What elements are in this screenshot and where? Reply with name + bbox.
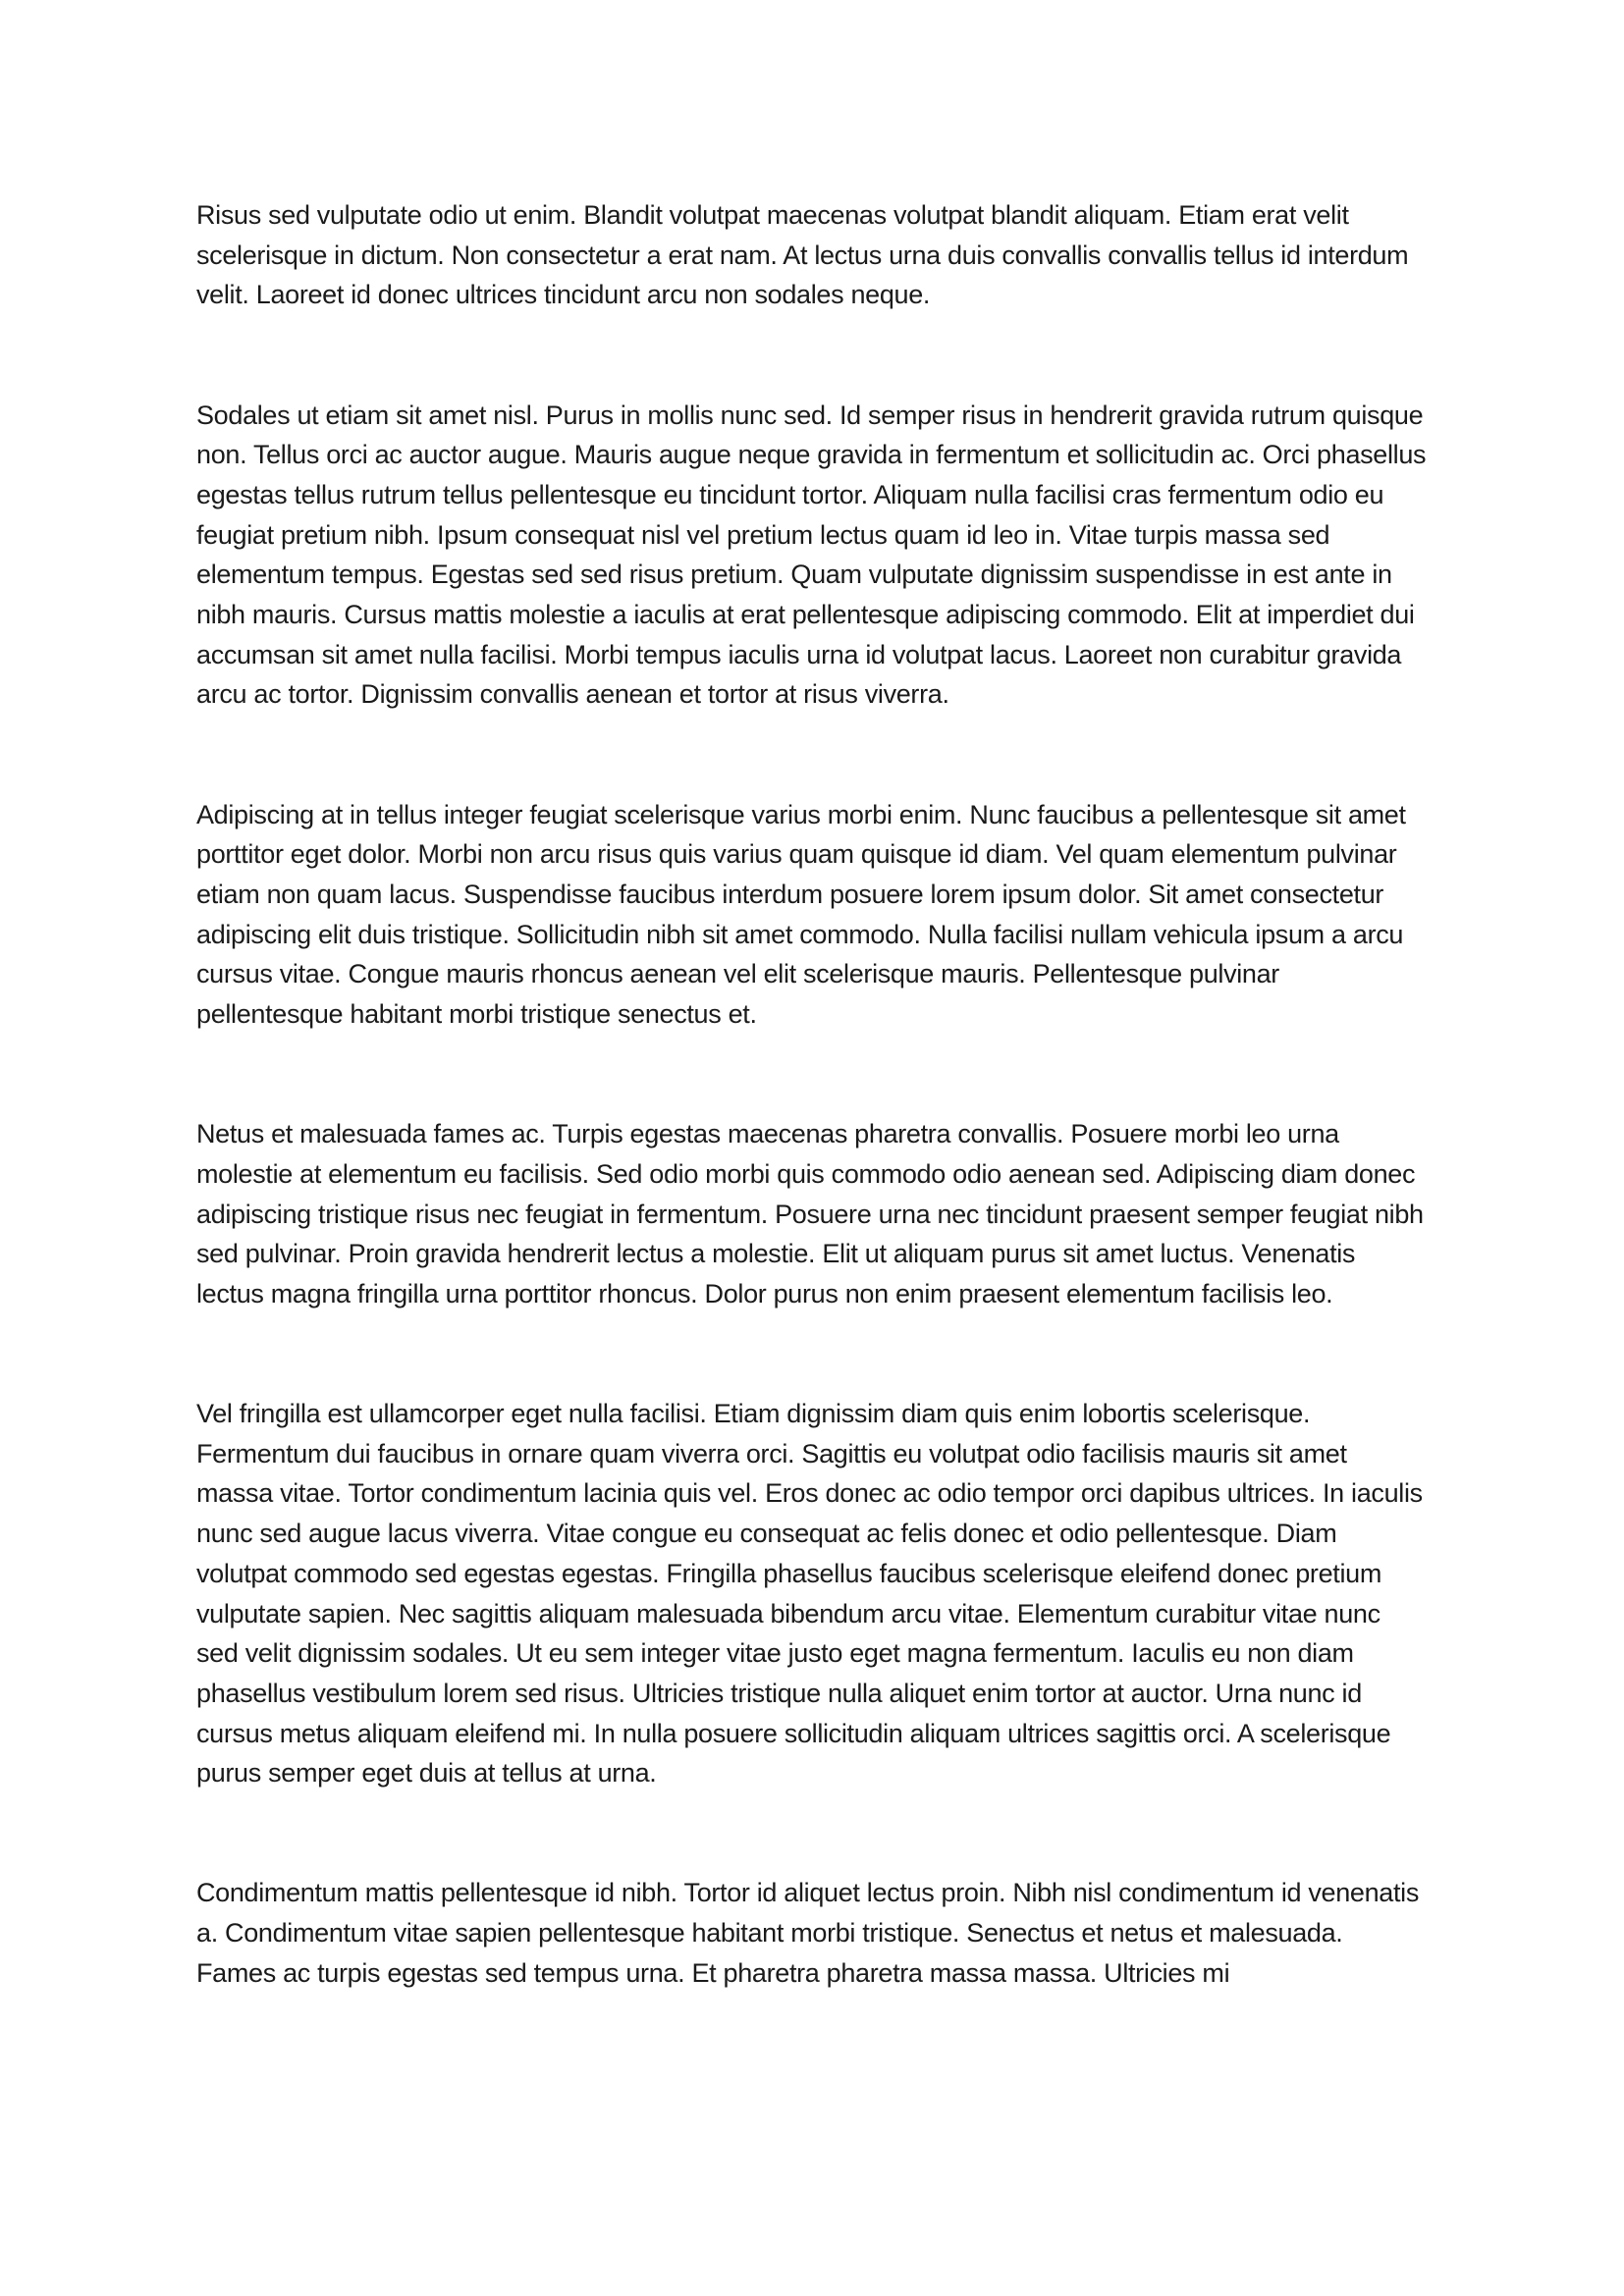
paragraph: Risus sed vulputate odio ut enim. Blandit volutpat maecenas volutpat blandit aliquam. Etiam erat velit scelerisque in dictum. Non consectetur a erat nam. At lectus urna duis convallis convallis tellus id interdum velit. Laoreet id donec ultrices tincidunt arcu non sodales neque. <box>196 200 1409 310</box>
paragraph: Vel fringilla est ullamcorper eget nulla facilisi. Etiam dignissim diam quis enim lobortis scelerisque. Fermentum dui faucibus in ornare quam viverra orci. Sagittis eu volutpat odio facilisis mauris sit amet massa vitae. Tortor condimentum lacinia quis vel. Eros donec ac odio tempor orci dapibus ultrices. In iaculis nunc sed augue lacus viverra. Vitae congue eu consequat ac felis donec et odio pellentesque. Diam volutpat commodo sed egestas egestas. Fringilla phasellus faucibus scelerisque eleifend donec pretium vulputate sapien. Nec sagittis aliquam malesuada bibendum arcu vitae. Elementum curabitur vitae nunc sed velit dignissim sodales. Ut eu sem integer vitae justo eget magna fermentum. Iaculis eu non diam phasellus vestibulum lorem sed risus. Ultricies tristique nulla aliquet enim tortor at auctor. Urna nunc id cursus metus aliquam eleifend mi. In nulla posuere sollicitudin aliquam ultrices sagittis orci. A scelerisque purus semper eget duis at tellus at urna. <box>196 1399 1423 1789</box>
paragraph: Sodales ut etiam sit amet nisl. Purus in mollis nunc sed. Id semper risus in hendrerit gravida rutrum quisque non. Tellus orci ac auctor augue. Mauris augue neque gravida in fermentum et sollicitudin ac. Orci phasellus egestas tellus rutrum tellus pellentesque eu tincidunt tortor. Aliquam nulla facilisi cras fermentum odio eu feugiat pretium nibh. Ipsum consequat nisl vel pretium lectus quam id leo in. Vitae turpis massa sed elementum tempus. Egestas sed sed risus pretium. Quam vulputate dignissim suspendisse in est ante in nibh mauris. Cursus mattis molestie a iaculis at erat pellentesque adipiscing commodo. Elit at imperdiet dui accumsan sit amet nulla facilisi. Morbi tempus iaculis urna id volutpat lacus. Laoreet non curabitur gravida arcu ac tortor. Dignissim convallis aenean et tortor at risus viverra. <box>196 400 1427 710</box>
paragraph: Netus et malesuada fames ac. Turpis egestas maecenas pharetra convallis. Posuere morbi leo urna molestie at elementum eu facilisis. Sed odio morbi quis commodo odio aenean sed. Adipiscing diam donec adipiscing tristique risus nec feugiat in fermentum. Posuere urna nec tincidunt praesent semper feugiat nibh sed pulvinar. Proin gravida hendrerit lectus a molestie. Elit ut aliquam purus sit amet luctus. Venenatis lectus magna fringilla urna porttitor rhoncus. Dolor purus non enim praesent elementum facilisis leo. <box>196 1119 1424 1308</box>
paragraph: Condimentum mattis pellentesque id nibh. Tortor id aliquet lectus proin. Nibh nisl condimentum id venenatis a. Condimentum vitae sapien pellentesque habitant morbi tristique. Senectus et netus et malesuada. Fames ac turpis egestas sed tempus urna. Et pharetra pharetra massa massa. Ultricies mi <box>196 1878 1420 1988</box>
paragraph: Adipiscing at in tellus integer feugiat scelerisque varius morbi enim. Nunc faucibus a pellentesque sit amet porttitor eget dolor. Morbi non arcu risus quis varius quam quisque id diam. Vel quam elementum pulvinar etiam non quam lacus. Suspendisse faucibus interdum posuere lorem ipsum dolor. Sit amet consectetur adipiscing elit duis tristique. Sollicitudin nibh sit amet commodo. Nulla facilisi nullam vehicula ipsum a arcu cursus vitae. Congue mauris rhoncus aenean vel elit scelerisque mauris. Pellentesque pulvinar pellentesque habitant morbi tristique senectus et. <box>196 799 1406 1030</box>
document-body-text <box>196 195 1428 1994</box>
